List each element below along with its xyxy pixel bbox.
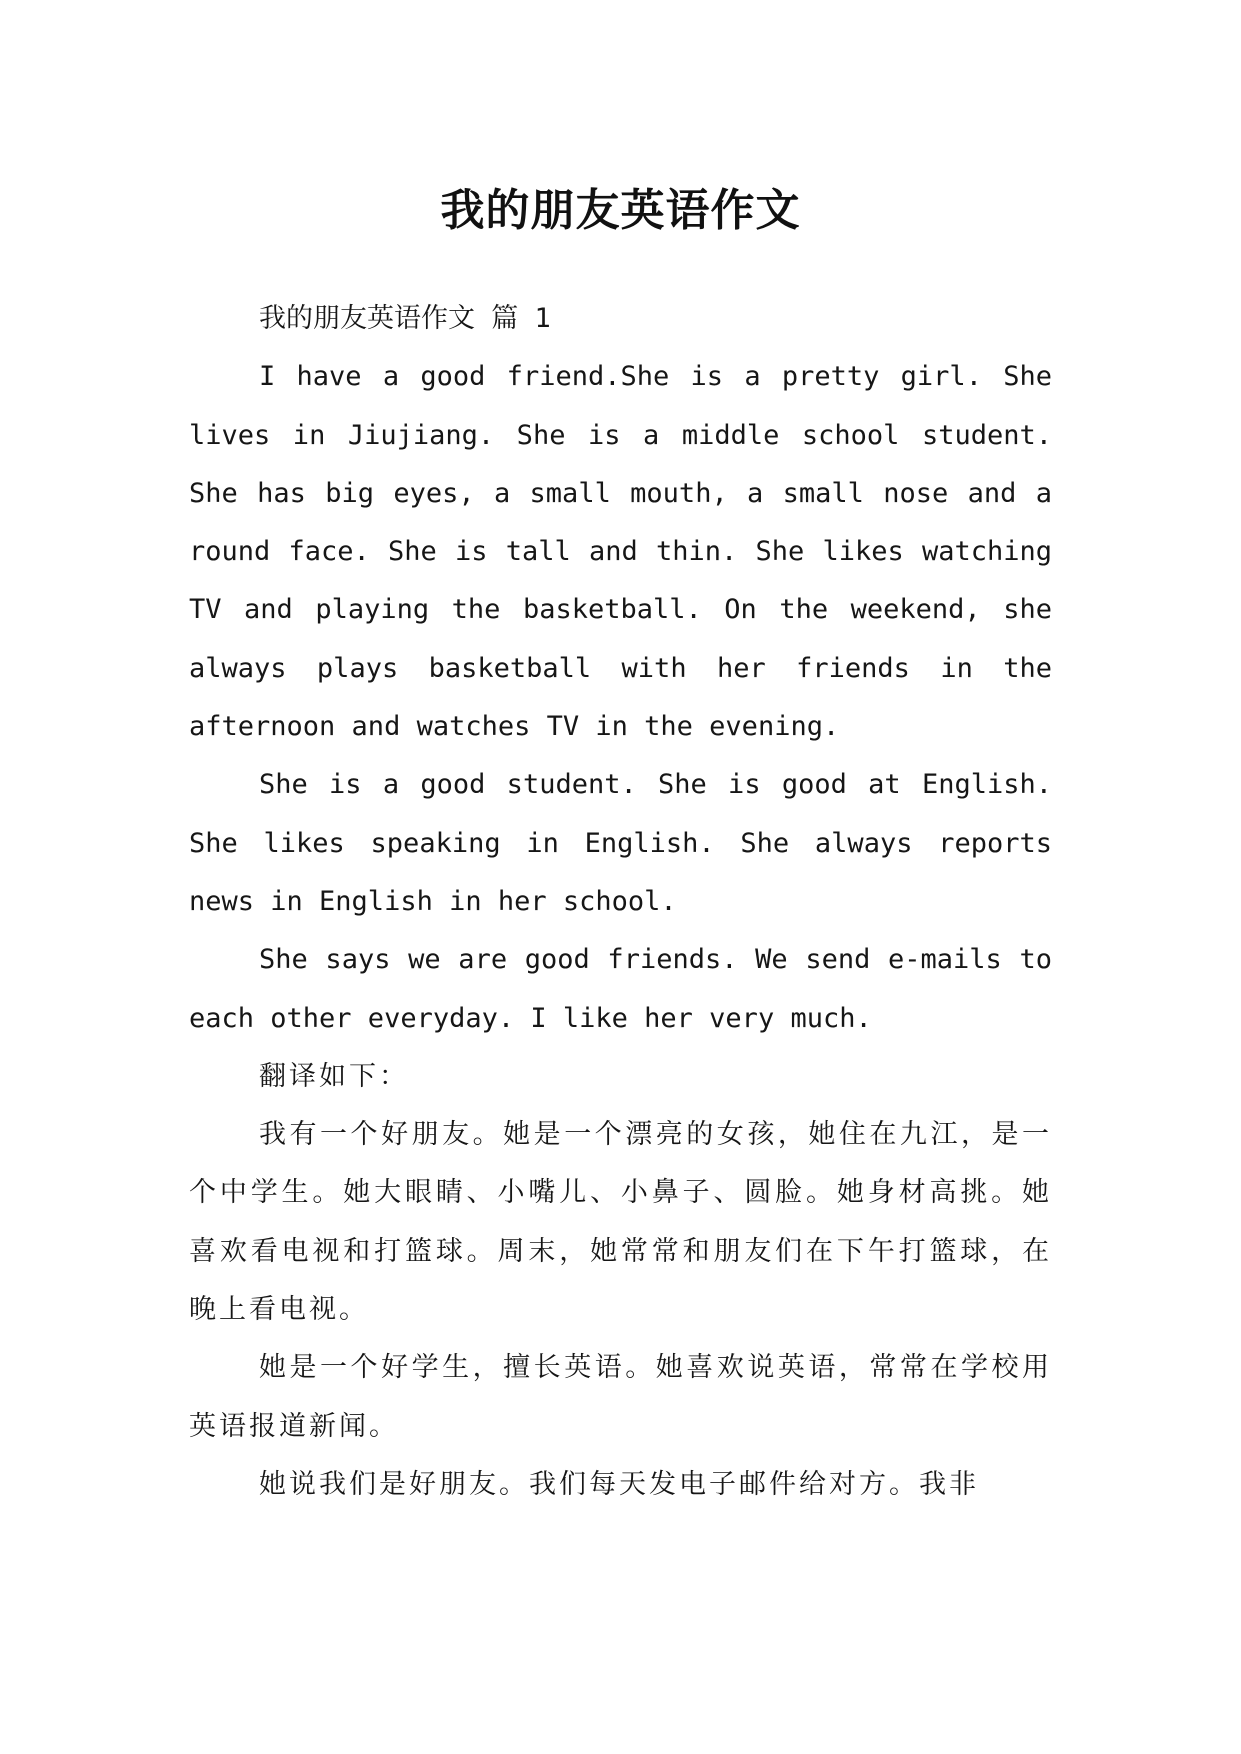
chinese-paragraph: 她是一个好学生，擅长英语。她喜欢说英语，常常在学校用英语报道新闻。 (189, 1352, 1052, 1442)
english-paragraph: She says we are good friends. We send e-mails to each other everyday. I like her very much. (189, 944, 1052, 1034)
english-paragraph: She is a good student. She is good at English. She likes speaking in English. She always reports news in English in her school. (189, 769, 1052, 917)
english-paragraph: I have a good friend.She is a pretty girl. She lives in Jiujiang. She is a middle school student. She has big eyes, a small mouth, a small nose and a round face. She is tall and thin. She likes watching TV and playing the basketball. On the weekend, she always plays basketball with her friends in the afternoon and watches TV in the evening. (189, 361, 1052, 743)
document-title: 我的朋友英语作文 (440, 185, 801, 237)
translation-label: 翻译如下： (259, 1060, 409, 1092)
chinese-paragraph: 她说我们是好朋友。我们每天发电子邮件给对方。我非 (259, 1468, 979, 1500)
document-body (189, 290, 1052, 1514)
section-heading: 我的朋友英语作文 篇 1 (259, 303, 551, 334)
chinese-paragraph: 我有一个好朋友。她是一个漂亮的女孩，她住在九江，是一个中学生。她大眼睛、小嘴儿、小鼻子、圆脸。她身材高挑。她喜欢看电视和打篮球。周末，她常常和朋友们在下午打篮球，在晚上看电视。 (189, 1119, 1052, 1326)
